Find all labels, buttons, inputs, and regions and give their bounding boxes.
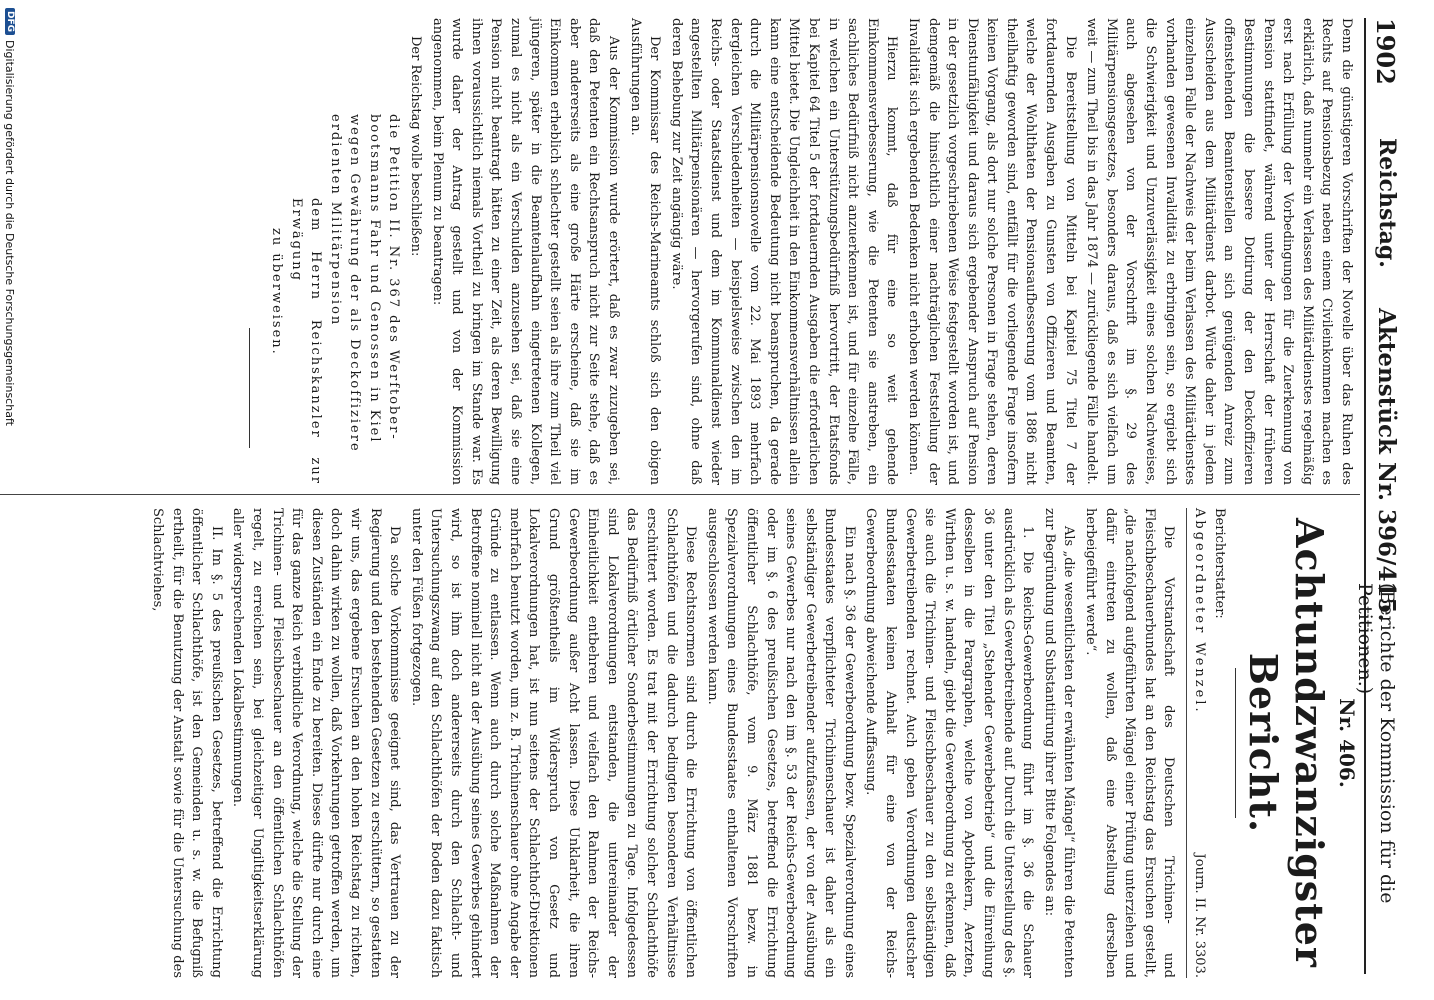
body-paragraph: 1. Die Reichs-Gewerbeordnung führt im §. 36 die Schauer ausdrücklich als Gewerbetreibende auf. Durch die Unterstellung des §. 36 unter den Titel „Stehender Gewerbebetrieb“ und die Einreihung desselben in die Paragraphen, welche von Apothekern, Aerzten, Wirthen u. s. w. handeln, giebt die Gewerbeordnung zu erkennen, daß sie auch die Trichinen- und Fleischbeschauer zu den selbständigen Gewerbetreibenden rechnet. Auch geben Verordnungen deutscher Bundesstaaten keinen Anhalt für eine von der Reichs-Gewerbeordnung abweichende Auffassung. [863, 508, 1036, 978]
reporter-block [1186, 508, 1229, 978]
decision-line: wegen Gewährung der als Deckoffiziere [347, 114, 363, 453]
left-column [249, 18, 1356, 485]
report-number: Nr. 406. [1335, 698, 1359, 788]
report-title: Achtundzwanzigster Bericht. [1241, 518, 1333, 968]
section-topic: (Berichte der Kommission für die Petitionen.) [1354, 583, 1398, 904]
column-divider [0, 494, 1360, 495]
body-paragraph: Diese Rechtsnormen sind durch die Errichtung von öffentlichen Schlachthöfen und die dadurch bedingten besonderen Verhältnisse erschüttert worden. Es trat mit der Errichtung solcher Schlachthöfe das Bedürfniß örtlicher Sonderbestimmungen zu Tage. Infolgedessen sind Lokalverordnungen entstanden, die untereinander der Einheitlichkeit entbehren und vielfach den Rahmen der Reichs-Gewerbeordnung außer Acht lassen. Diese Unklarheit, die ihren Grund größtentheils im Widerspruch von Gesetz und Lokalverordnungen hat, ist nun seitens der Schlachthof-Direktionen mehrfach benutzt worden, um z. B. Trichinenschauer ohne Angabe der Gründe zu entlassen. Wenn auch durch solche Maßnahmen der Betroffene nominell nicht an der Ausübung seines Gewerbes gehindert wird, so ist ihm doch andererseits durch den Schlacht- und Untersuchungszwang auf den Schlachthöfen der Boden dazu faktisch unter den Füßen fortgezogen. [408, 508, 699, 978]
body-paragraph: Die Vorstandschaft des Deutschen Trichinen- und Fleischbeschauerbundes hat an den Reichstag das Ersuchen gestellt, „die nachfolgend aufgeführten Mängel einer Prüfung unterziehen und dafür eintreten zu wollen, daß eine Abstellung derselben herbeigeführt werde“. [1083, 508, 1177, 978]
decision-line: bootsmanns Fahr und Genossen in Kiel [366, 114, 382, 444]
body-paragraph: Der Kommissar des Reichs-Marineamts schloß sich den obigen Ausführungen an. [627, 18, 663, 485]
decision-line: dem Herrn Reichskanzler zur Erwägung [288, 198, 324, 485]
body-paragraph: Ein nach §. 36 der Gewerbeordnung bezw. Spezialverordnung eines Bundesstaates verpflichteter Trichinenschauer ist daher als ein selbständiger Gewerbetreibender aufzufassen, der von der Ausübung seines Gewerbes nur nach den im §. 53 der Reichs-Gewerbeordnung oder im §. 6 des preußischen Gesetzes, betreffend die Errichtung öffentlicher Schlachthöfe, vom 9. März 1881 bezw. in Spezialverordnungen eines Bundesstaates enthaltenen Vorschriften ausgeschlossen werden kann. [704, 508, 857, 978]
decision-intro: Der Reichstag wolle beschließen: [408, 36, 424, 257]
reporter-label: Berichterstatter: [1212, 508, 1228, 619]
title-divider [1235, 668, 1236, 818]
page-header [1354, 18, 1404, 974]
decision-text [266, 18, 403, 485]
decision-line: erdienten Militärpension [327, 114, 343, 327]
body-paragraph: Die Bereitstellung von Mitteln bei Kapitel 75 Titel 7 der fortdauernden Ausgaben zu Gunsten von Offizieren und Beamten, welche der Wohlthaten der Pensionsaufbesserung vom 1886 nicht theilhaftig geworden sind, entfällt für die vorliegende Frage insofern keinen Vorgang, als dort nur solche Personen in Frage stehen, deren Dienstunfähigkeit und daraus sich ergebender Anspruch auf Pension in der gesetzlich vorgeschriebenen Weise festgestellt worden ist, und demgemäß die hinsichtlich einer nachträglichen Feststellung der Invalidität sich ergebenden Bedenken nicht erhoben werden können. [905, 18, 1078, 485]
right-column [146, 508, 1359, 978]
section-divider [249, 328, 250, 448]
body-paragraph: Hierzu kommt, daß für eine so weit gehende Einkommensverbesserung, wie die Petenten sie anstreben, ein sachliches Bedürfniß nicht anzuerkennen ist, und für einzelne Fälle, in welchen ein Unterstützungsbedürfniß hervortritt, der Etatsfonds bei Kapitel 64 Titel 5 der fortdauernden Ausgaben die erforderlichen Mittel bietet. Die Ungleichheit in den Einkommensverhältnissen allein kann eine entscheidende Bedeutung nicht beanspruchen, da gerade durch die Militärpensionsnovelle vom 22. Mai 1893 mehrfach dergleichen Verschiedenheiten — beispielsweise zwischen den im Reichs- oder Staatsdienst und dem im Kommunaldienst wieder angestellten Militärpensionären — hervorgerufen sind, ohne daß deren Behebung zur Zeit angängig wäre. [668, 18, 900, 485]
body-paragraph: II. Im §. 5 des preußischen Gesetzes, betreffend die Errichtung öffentlicher Schlachthöfe, ist den Gemeinden u. s. w. die Befugniß ertheilt, für die Benutzung der Anstalt sowie für die Untersuchung des Schlachtviehes, [150, 508, 224, 978]
reporter-name: Abgeordneter Wenzel. [1192, 508, 1208, 715]
publication-title: Reichstag. [1374, 138, 1400, 268]
digitization-footer [0, 0, 16, 1000]
page-number: 1902 [1371, 18, 1400, 85]
decision-line: die Petition II. Nr. 367 des Werftober- [386, 114, 402, 441]
decision-line: zu überweisen. [268, 228, 284, 356]
body-paragraph: Aus der Kommission wurde erörtert, daß es zwar zuzugeben sei, daß den Petenten ein Rechtsanspruch nicht zur Seite stehe, daß es aber andererseits als eine große Härte erscheine, daß sie im Einkommen erheblich schlechter gestellt seien als ihre zum Theil viel jüngeren, später in die Beamtenlaufbahn eingetretenen Kollegen, zumal es nicht als ein Verschulden anzusehen sei, daß sie eine Pension nicht beantragt hätten zu einer Zeit, als deren Bewilligung ihnen voraussichtlich niemals Vortheil zu bringen im Stande war. Es wurde daher der Antrag gestellt und von der Kommission angenommen, beim Plenum zu beantragen: [429, 18, 622, 485]
body-paragraph: Da solche Vorkommnisse geeignet sind, das Vertrauen zu der Regierung und den bestehenden Gesetzen zu erschüttern, so gestatten wir uns, das ergebene Ersuchen an den hohen Reichstag zu richten, doch dahin wirken zu wollen, daß Vorkehrungen getroffen werden, um diesen Zuständen ein Ende zu bereiten. Dieses dürfte nur durch eine für das ganze Reich verbindliche Verordnung, welche die Stellung der Trichinen- und Fleischbeschauer an den öffentlichen Schlachthöfen regelt, zu erreichen sein, bei gleichzeitiger Ungiltigkeitserklärung aller widersprechenden Lokalbestimmungen. [230, 508, 403, 978]
dfg-logo: DFG [5, 8, 15, 35]
body-paragraph: Als „die wesentlichsten der erwähnten Mängel“ führen die Petenten zur Begründung und Substantiirung ihrer Bitte Folgendes an: [1041, 508, 1077, 978]
journal-reference: Journ. II. Nr. 3303. [1192, 853, 1208, 978]
body-paragraph: Denn die günstigeren Vorschriften der Novelle über das Ruhen des Rechts auf Pensionsbezug neben einem Civileinkommen machen es erklärlich, daß nunmehr ein Verlassen des Militärdienstes regelmäßig erst nach Erfüllung der Vorbedingungen für die Zuerkennung von Pension stattfindet, während unter der Herrschaft der früheren Bestimmungen die bessere Dotirung der den Deckoffizieren offenstehenden Beamtenstellen an sich genügenden Anreiz zum Ausscheiden aus dem Militärdienst darbot. Würde daher in jedem einzelnen Falle der Nachweis der beim Verlassen des Militärdienstes vorhanden gewesenen Invalidität zu erbringen sein, so ergiebt sich die Schwierigkeit und Unzuverlässigkeit eines solchen Nachweises, auch abgesehen von der Vorschrift im §. 29 des Militärpensionsgesetzes, besonders daraus, daß es sich vielfach um weit — zum Theil bis in das Jahr 1874 — zurückliegende Fälle handelt. [1084, 18, 1354, 485]
document-reference: Aktenstück Nr. 396/415. [1373, 308, 1400, 622]
funding-note: Digitalisierung gefördert durch die Deutsche Forschungsgemeinschaft [3, 40, 16, 426]
